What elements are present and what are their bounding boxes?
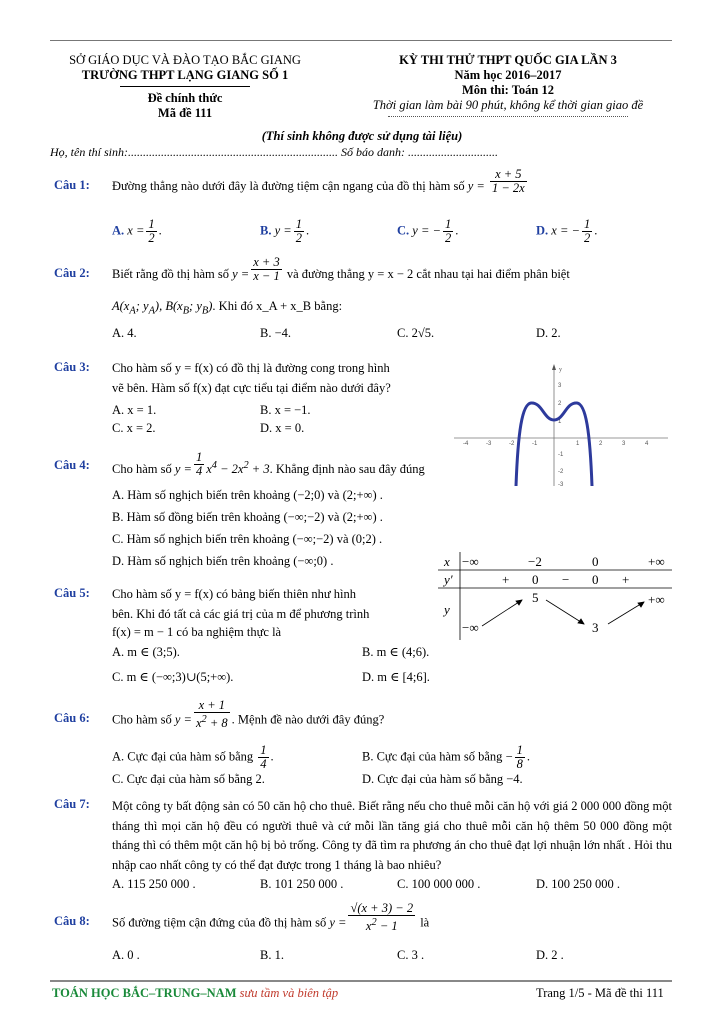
exam-note: (Thí sinh không được sử dụng tài liệu) [261,129,463,143]
question-3-line2: vẽ bên. Hàm số f(x) đạt cực tiểu tại điểm nào dưới đây? [112,381,391,395]
x-tick: -4 [463,441,469,447]
table-sign: + [622,572,630,587]
question-6-label: Câu 6: [54,711,90,725]
q1-fraction: $\frac{x + 5}{1 - 2x}$ [491,166,525,195]
question-2-line2: $A(x_A$; $y_A$), $B(x_B$; $y_B$). Khi đó x_A + x_B bằng: [112,299,343,317]
department-name: SỞ GIÁO DỤC VÀ ĐÀO TẠO BẮC GIANG [69,53,301,67]
y-tick: -1 [558,452,564,458]
question-1-label: Câu 1: [54,178,90,192]
q4-option-b[interactable]: B. Hàm số đồng biến trên khoảng (−∞;−2) và (2;+∞) . [112,510,383,524]
q1-option-b[interactable]: B. y = $\frac{1}{2}$ . [260,217,310,245]
q2-option-c[interactable]: C. 2√5. [397,326,435,340]
footer-page: Trang 1/5 - Mã đề thi 111 [536,986,664,1000]
q8-option-b[interactable]: B. 1. [260,948,284,962]
y-tick: 3 [558,383,562,389]
x-tick: -1 [532,441,538,447]
question-4-line1: Cho hàm số y = $\frac{1}{4}$ $x^4 - 2x^2 + 3$. Khẳng định nào sau đây đúng [112,449,425,478]
q2-option-d[interactable]: D. 2. [536,326,561,340]
candidate-info: Họ, tên thí sinh:...................................................................... Số báo danh: .............................. [50,145,498,159]
table-yprime-label: y′ [444,572,453,587]
q3-option-c[interactable]: C. x = 2. [112,421,156,435]
y-tick: -2 [558,469,564,475]
q2-option-b[interactable]: B. −4. [260,326,292,340]
top-rule [50,40,672,41]
y-tick: -3 [558,482,564,486]
question-8-line1: Số đường tiệm cận đứng của đồ thị hàm số y = $\frac{√(x + 3) - 2}{x^2 - 1}$ là [112,901,430,934]
q1-option-a[interactable]: A. x = $\frac{1}{2}$ . [112,217,162,245]
question-6-line1: Cho hàm số y = $\frac{x + 1}{x^2 + 8}$ . Mệnh đề nào dưới đây đúng? [112,698,385,731]
graph-y-ticks [558,383,564,486]
q8-option-a[interactable]: A. 0 . [112,948,140,962]
table-x-value: −2 [528,554,542,569]
question-3-label: Câu 3: [54,360,90,374]
q8-option-c[interactable]: C. 3 . [397,948,425,962]
question-1-stem: Đường thẳng nào dưới đây là đường tiệm cận ngang của đồ thị hàm số [112,179,465,193]
question-2-line1: Biết rằng đồ thị hàm số y = $\frac{x + 3}{x - 1}$ và đường thẳng y = x − 2 cắt nhau tại hai điểm phân biệt [112,254,570,283]
q3-option-a[interactable]: A. x = 1. [112,403,157,417]
exam-title: KỲ THI THỬ THPT QUỐC GIA LẦN 3 [399,53,617,67]
subject: Môn thi: Toán 12 [461,83,555,97]
q3-option-b[interactable]: B. x = −1. [260,403,311,417]
table-sign: + [502,572,510,587]
y-tick: 1 [558,419,562,425]
graph-y-arrow [552,364,556,370]
table-arrows [482,600,644,626]
question-3-line1: Cho hàm số y = f(x) có đồ thị là đường cong trong hình [112,361,390,375]
y-tick: 2 [558,401,562,407]
exam-code: Mã đề 111 [157,106,213,120]
header-left [50,53,320,121]
table-sign: 0 [532,572,539,587]
q7-option-a[interactable]: A. 115 250 000 . [112,877,196,891]
graph-x-ticks [463,441,649,447]
table-x-value: 0 [592,554,599,569]
footer-credit: sưu tầm và biên tập [236,986,339,1000]
question-4-label: Câu 4: [54,458,90,472]
header-right [340,53,676,117]
graph-y-label: y [559,367,562,373]
q1-option-c[interactable]: C. y = − $\frac{1}{2}$ . [397,217,459,245]
question-2-label: Câu 2: [54,266,90,280]
question-8-label: Câu 8: [54,914,90,928]
x-tick: 3 [622,441,626,447]
footer-rule [50,980,672,982]
q5-option-d[interactable]: D. m ∈ [4;6]. [362,670,430,684]
q4-option-c[interactable]: C. Hàm số nghịch biến trên khoảng (−∞;−2) và (0;2) . [112,532,383,546]
question-7-label: Câu 7: [54,797,90,811]
table-y-label: y [444,602,450,617]
header-divider [120,86,250,87]
variation-table [438,552,672,640]
footer-source [52,986,338,1001]
x-tick: -3 [486,441,492,447]
q7-option-c[interactable]: C. 100 000 000 . [397,877,481,891]
q6-option-a[interactable]: A. Cực đại của hàm số bằng $\frac{1}{4}$ . [112,743,274,771]
time-limit: Thời gian làm bài 90 phút, không kể thời gian giao đề [372,98,644,112]
header-divider-right [388,116,628,117]
q4-option-d[interactable]: D. Hàm số nghịch biến trên khoảng (−∞;0) . [112,554,334,568]
q8-option-d[interactable]: D. 2 . [536,948,564,962]
q4-option-a[interactable]: A. Hàm số nghịch biến trên khoảng (−2;0) và (2;+∞) . [112,488,383,502]
x-tick: 2 [599,441,603,447]
q5-option-c[interactable]: C. m ∈ (−∞;3)∪(5;+∞). [112,670,234,684]
q5-option-a[interactable]: A. m ∈ (3;5). [112,645,180,659]
question-5-line1: Cho hàm số y = f(x) có bảng biến thiên như hình [112,587,356,601]
q2-option-a[interactable]: A. 4. [112,326,137,340]
question-5-label: Câu 5: [54,586,90,600]
table-y-value: −∞ [462,620,479,635]
table-y-value: +∞ [648,592,665,607]
x-tick: 1 [576,441,580,447]
table-y-value: 3 [592,620,599,635]
x-tick: 4 [645,441,649,447]
question-1-text: Đường thẳng nào dưới đây là đường tiệm cận ngang của đồ thị hàm số y = $\frac{x + 5}{1 - 2x}$ [112,166,525,195]
table-x-value: +∞ [648,554,665,569]
x-tick: -2 [509,441,515,447]
q6-option-c[interactable]: C. Cực đại của hàm số bằng 2. [112,772,265,786]
q5-option-b[interactable]: B. m ∈ (4;6). [362,645,430,659]
table-sign: − [562,572,570,587]
table-x-label: x [444,554,450,569]
school-year: Năm học 2016–2017 [454,68,562,82]
table-x-value: −∞ [462,554,479,569]
q6-option-d[interactable]: D. Cực đại của hàm số bằng −4. [362,772,523,786]
question-5-line2: bên. Khi đó tất cả các giá trị của m để phương trình [112,607,370,621]
table-sign: 0 [592,572,599,587]
q7-option-d[interactable]: D. 100 250 000 . [536,877,621,891]
function-graph [452,362,670,486]
question-5-line3: f(x) = m − 1 có ba nghiệm thực là [112,625,282,639]
table-y-value: 5 [532,590,539,605]
q3-option-d[interactable]: D. x = 0. [260,421,305,435]
school-name: TRƯỜNG THPT LẠNG GIANG SỐ 1 [81,68,289,82]
official-label: Đề chính thức [147,91,223,105]
q6-option-b[interactable]: B. Cực đại của hàm số bằng − $\frac{1}{8}$ . [362,743,530,771]
footer-brand: TOÁN HỌC BẮC–TRUNG–NAM [52,986,237,1000]
question-7-text: Một công ty bất động sản có 50 căn hộ cho thuê. Biết rằng nếu cho thuê mỗi căn hộ với giá 2 000 000 đồng một tháng thì mọi căn hộ đều có người thuê và cứ mỗi lần tăng giá cho thuê mỗi căn hộ thêm 50 000 đồng một tháng thì có thêm một căn hộ bị bỏ trống. Công ty đã tìm ra phương án cho thuê đạt lợi nhuận lớn nhất . Hỏi thu nhập cao nhất công ty có thể đạt được trong 1 tháng là bao nhiêu? [112,799,672,872]
q7-option-b[interactable]: B. 101 250 000 . [260,877,344,891]
q1-option-d[interactable]: D. x = − $\frac{1}{2}$ . [536,217,598,245]
